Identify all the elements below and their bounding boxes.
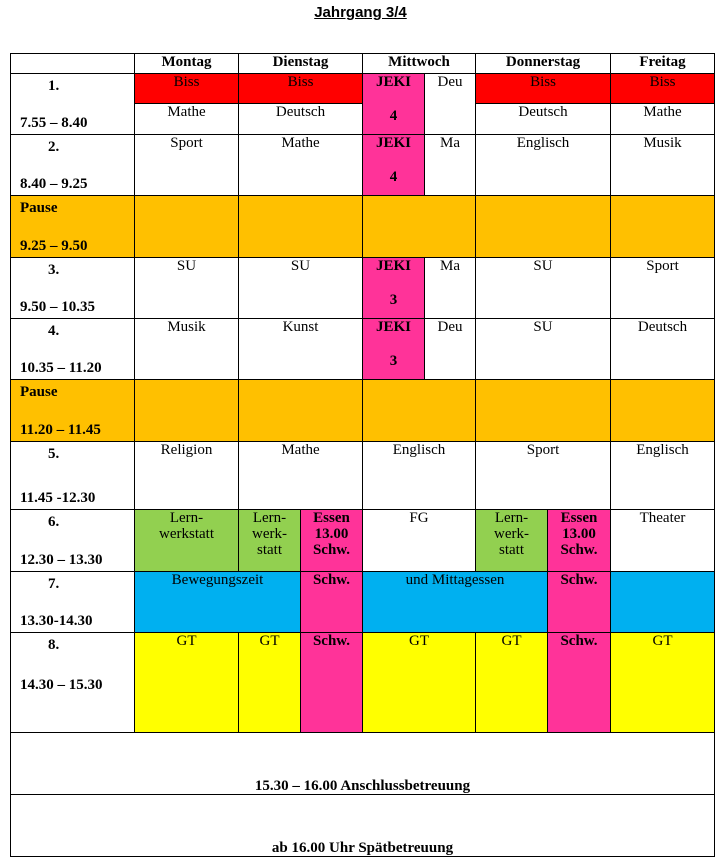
text-line: Essen <box>560 510 598 526</box>
header-row <box>11 54 715 74</box>
cell-fr-5-englisch: Englisch <box>611 442 715 510</box>
slot-number: 5. <box>48 446 60 462</box>
jeki-group: 3 <box>389 353 398 369</box>
slot-time: 11.20 – 11.45 <box>20 422 101 438</box>
slot-4-label <box>11 319 135 380</box>
text-line: werk- <box>252 526 287 542</box>
jeki-group: 4 <box>389 169 398 185</box>
slot-time: 12.30 – 13.30 <box>20 552 103 568</box>
cell-fr-2-musik: Musik <box>611 135 715 196</box>
cell-fr-8-gt: GT <box>611 633 715 733</box>
text-line: 13.00 <box>314 526 349 542</box>
cell-do-6-essen <box>548 510 611 572</box>
cell-mo-2-sport: Sport <box>135 135 239 196</box>
slot-3-row <box>11 258 715 319</box>
pause-cell <box>476 380 611 442</box>
day-header-dienstag: Dienstag <box>239 54 363 74</box>
pause-1-label <box>11 196 135 258</box>
pause-label: Pause <box>20 200 58 216</box>
text-line: 13.00 <box>562 526 596 542</box>
text-line: Lern- <box>252 510 287 526</box>
pause-label: Pause <box>20 384 58 400</box>
cell-mo-3-su: SU <box>135 258 239 319</box>
cell-mi-3-ma: Ma <box>425 258 476 319</box>
jeki-label: JEKI <box>375 74 411 90</box>
timetable <box>10 53 715 857</box>
cell-di-7-schw: Schw. <box>301 572 363 633</box>
text-line: Essen <box>313 510 350 526</box>
cell-di-6-essen <box>301 510 363 572</box>
slot-1-row-top <box>11 74 715 104</box>
cell-do-8-gt: GT <box>476 633 548 733</box>
cell-do-8-schw: Schw. <box>548 633 611 733</box>
slot-number: 3. <box>48 262 60 278</box>
pause-cell <box>239 380 363 442</box>
pause-cell <box>363 196 476 258</box>
cell-mo-1-mathe: Mathe <box>135 104 239 135</box>
cell-di-3-su: SU <box>239 258 363 319</box>
day-header-freitag: Freitag <box>611 54 715 74</box>
text-line: Schw. <box>312 542 351 558</box>
pause-cell <box>239 196 363 258</box>
corner-cell <box>11 54 135 74</box>
cell-di-5-mathe: Mathe <box>239 442 363 510</box>
cell-fr-7-blue <box>611 572 715 633</box>
cell-mi-4-jeki <box>363 319 425 380</box>
pause-cell <box>611 380 715 442</box>
day-header-donnerstag: Donnerstag <box>476 54 611 74</box>
cell-di-8-gt: GT <box>239 633 301 733</box>
cell-mo-8-gt: GT <box>135 633 239 733</box>
text-line: statt <box>499 542 524 558</box>
text-line: Schw. <box>560 542 598 558</box>
pause-cell <box>135 380 239 442</box>
cell-do-4-su: SU <box>476 319 611 380</box>
pause-cell <box>363 380 476 442</box>
cell-mi-4-deu: Deu <box>425 319 476 380</box>
text-line: Lern- <box>169 510 204 526</box>
footer-row-spaet <box>11 795 715 857</box>
cell-do-7-schw: Schw. <box>548 572 611 633</box>
slot-8-label <box>11 633 135 733</box>
pause-cell <box>135 196 239 258</box>
slot-5-row <box>11 442 715 510</box>
pause-2-label <box>11 380 135 442</box>
jeki-label: JEKI <box>375 319 411 335</box>
jeki-label: JEKI <box>375 135 411 151</box>
slot-number: 7. <box>48 576 60 592</box>
cell-di-1-biss: Biss <box>239 74 363 104</box>
slot-6-row <box>11 510 715 572</box>
cell-fr-1-biss: Biss <box>611 74 715 104</box>
cell-mo-4-musik: Musik <box>135 319 239 380</box>
pause-1-row <box>11 196 715 258</box>
slot-7-row <box>11 572 715 633</box>
cell-mo-6-lernwerkstatt <box>135 510 239 572</box>
slot-7-label <box>11 572 135 633</box>
pause-cell <box>476 196 611 258</box>
cell-mi-8-gt: GT <box>363 633 476 733</box>
slot-number: 2. <box>48 139 60 155</box>
cell-mi-1-jeki <box>363 74 425 135</box>
slot-time: 14.30 – 15.30 <box>20 677 103 693</box>
cell-mo-1-biss: Biss <box>135 74 239 104</box>
cell-mo-5-religion: Religion <box>135 442 239 510</box>
slot-number: 4. <box>48 323 60 339</box>
cell-do-1-deutsch: Deutsch <box>476 104 611 135</box>
spaetbetreuung: ab 16.00 Uhr Spätbetreuung <box>11 795 715 857</box>
cell-di-1-deutsch: Deutsch <box>239 104 363 135</box>
slot-6-label <box>11 510 135 572</box>
pause-2-row <box>11 380 715 442</box>
cell-mi-5-englisch: Englisch <box>363 442 476 510</box>
cell-mi-6-fg: FG <box>363 510 476 572</box>
slot-number: 6. <box>48 514 60 530</box>
day-header-mittwoch: Mittwoch <box>363 54 476 74</box>
cell-fr-4-deutsch: Deutsch <box>611 319 715 380</box>
cell-di-4-kunst: Kunst <box>239 319 363 380</box>
footer-row-anschluss <box>11 733 715 795</box>
slot-time: 10.35 – 11.20 <box>20 360 102 376</box>
cell-do-5-sport: Sport <box>476 442 611 510</box>
cell-7-mittagessen: und Mittagessen <box>363 572 548 633</box>
slot-4-row <box>11 319 715 380</box>
cell-do-6-lernwerkstatt <box>476 510 548 572</box>
jeki-label: JEKI <box>375 258 411 274</box>
slot-8-row <box>11 633 715 733</box>
slot-5-label <box>11 442 135 510</box>
cell-di-8-schw: Schw. <box>301 633 363 733</box>
text-line: werk- <box>494 526 529 542</box>
slot-time: 9.25 – 9.50 <box>20 238 88 254</box>
slot-1-label <box>11 74 135 135</box>
cell-7-bewegungszeit: Bewegungszeit <box>135 572 301 633</box>
anschlussbetreuung: 15.30 – 16.00 Anschlussbetreuung <box>11 733 715 795</box>
cell-fr-1-mathe: Mathe <box>611 104 715 135</box>
cell-fr-6-theater: Theater <box>611 510 715 572</box>
slot-time: 8.40 – 9.25 <box>20 176 88 192</box>
cell-mi-1-deu: Deu <box>425 74 476 135</box>
cell-mi-3-jeki <box>363 258 425 319</box>
slot-number: 8. <box>48 637 60 653</box>
slot-2-label <box>11 135 135 196</box>
cell-mi-2-ma: Ma <box>425 135 476 196</box>
slot-time: 7.55 – 8.40 <box>20 115 88 131</box>
slot-time: 9.50 – 10.35 <box>20 299 95 315</box>
text-line: statt <box>257 542 282 558</box>
cell-do-1-biss: Biss <box>476 74 611 104</box>
pause-cell <box>611 196 715 258</box>
day-header-montag: Montag <box>135 54 239 74</box>
slot-2-row <box>11 135 715 196</box>
text-line: werkstatt <box>159 526 214 542</box>
slot-number: 1. <box>48 78 60 94</box>
cell-do-3-su: SU <box>476 258 611 319</box>
text-line: Lern- <box>494 510 529 526</box>
jeki-group: 4 <box>389 108 398 124</box>
page-title: Jahrgang 3/4 <box>314 4 407 21</box>
slot-time: 11.45 -12.30 <box>20 490 96 506</box>
cell-di-2-mathe: Mathe <box>239 135 363 196</box>
jeki-group: 3 <box>389 292 398 308</box>
cell-mi-2-jeki <box>363 135 425 196</box>
cell-fr-3-sport: Sport <box>611 258 715 319</box>
slot-3-label <box>11 258 135 319</box>
slot-time: 13.30-14.30 <box>20 613 93 629</box>
cell-do-2-englisch: Englisch <box>476 135 611 196</box>
cell-di-6-lernwerkstatt <box>239 510 301 572</box>
